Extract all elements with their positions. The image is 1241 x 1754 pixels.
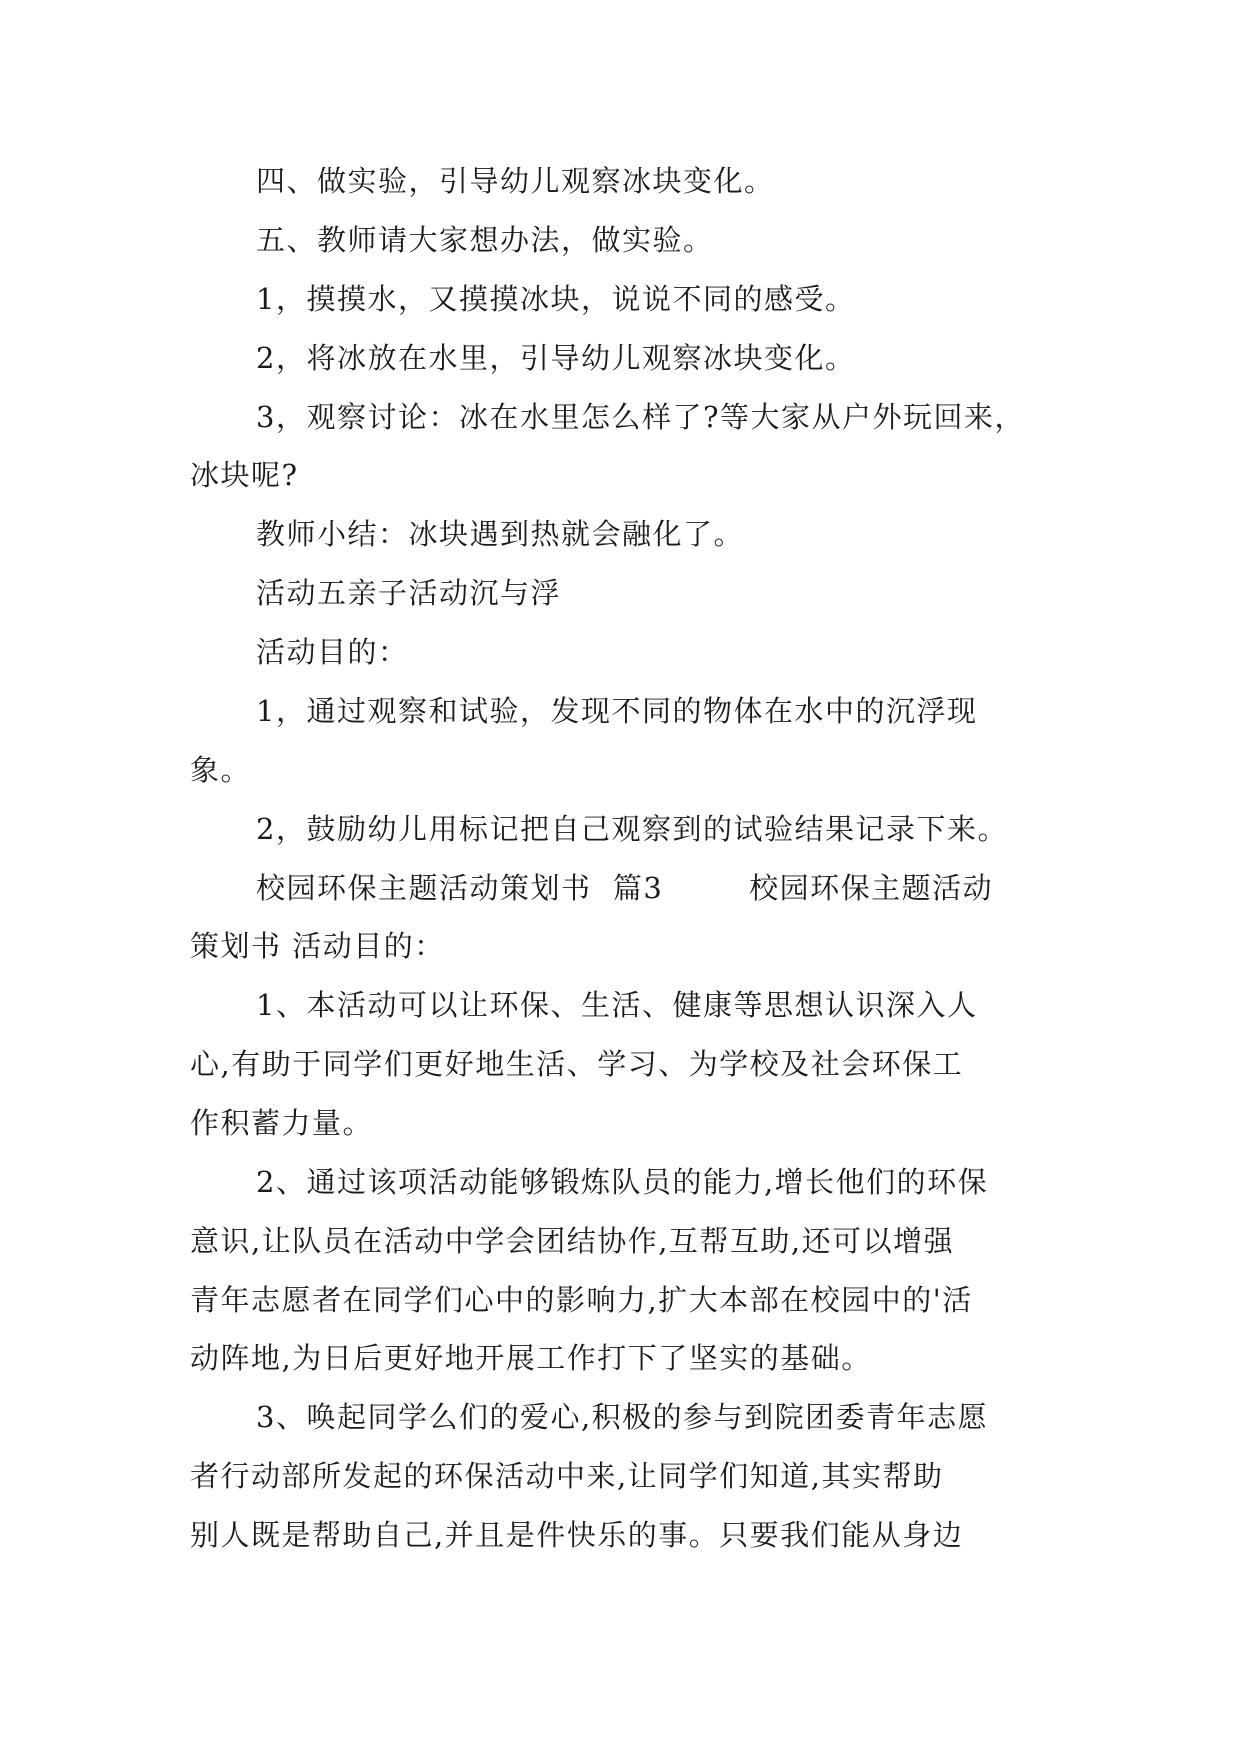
text-line: 动阵地,为日后更好地开展工作打下了坚实的基础。 — [190, 1341, 872, 1375]
text-line: 象。 — [190, 753, 252, 787]
text-line: 心,有助于同学们更好地生活、学习、为学校及社会环保工 — [190, 1047, 964, 1081]
text-line: 2，将冰放在水里，引导幼儿观察冰块变化。 — [256, 341, 856, 375]
text-line: 活动目的： — [256, 635, 409, 669]
text-line: 别人既是帮助自己,并且是件快乐的事。只要我们能从身边 — [190, 1518, 964, 1552]
text-line: 青年志愿者在同学们心中的影响力,扩大本部在校园中的'活 — [190, 1283, 973, 1317]
text-line: 1、本活动可以让环保、生活、健康等思想认识深入人 — [256, 988, 978, 1022]
text-line: 四、做实验，引导幼儿观察冰块变化。 — [256, 164, 775, 198]
text-line: 1，摸摸水，又摸摸冰块，说说不同的感受。 — [256, 282, 856, 316]
text-line: 五、教师请大家想办法，做实验。 — [256, 223, 714, 257]
text-line: 作积蓄力量。 — [190, 1106, 374, 1140]
text-line: 活动五亲子活动沉与浮 — [256, 576, 562, 610]
text-line: 校园环保主题活动策划书 篇3 校园环保主题活动 — [256, 871, 994, 905]
text-line: 意识,让队员在活动中学会团结协作,互帮互助,还可以增强 — [190, 1224, 955, 1258]
text-line: 2、通过该项活动能够锻炼队员的能力,增长他们的环保 — [256, 1165, 989, 1199]
text-line: 冰块呢? — [190, 458, 299, 492]
text-line: 3、唤起同学么们的爱心,积极的参与到院团委青年志愿 — [256, 1400, 989, 1434]
text-line: 策划书 活动目的： — [190, 929, 445, 963]
text-line: 2，鼓励幼儿用标记把自己观察到的试验结果记录下来。 — [256, 812, 1008, 846]
text-line: 1，通过观察和试验，发现不同的物体在水中的沉浮现 — [256, 694, 978, 728]
text-line: 教师小结：冰块遇到热就会融化了。 — [256, 517, 745, 551]
text-line: 3，观察讨论：冰在水里怎么样了?等大家从户外玩回来， — [256, 400, 1025, 434]
text-line: 者行动部所发起的环保活动中来,让同学们知道,其实帮助 — [190, 1459, 944, 1493]
